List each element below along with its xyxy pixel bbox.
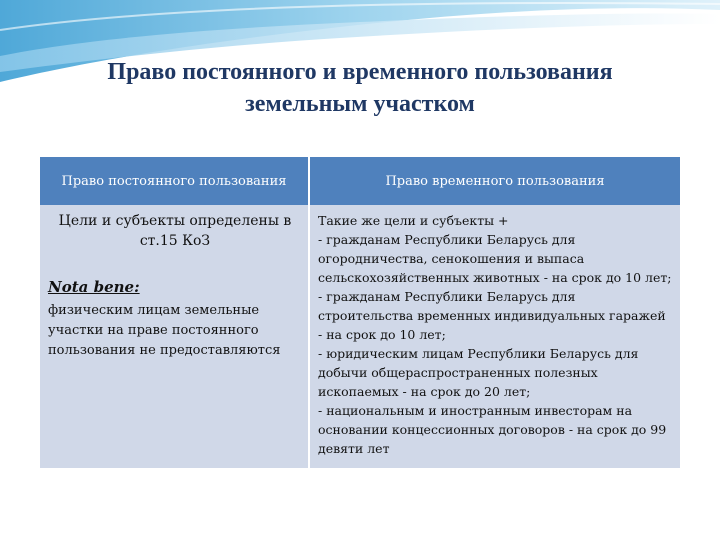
nota-bene-label: Nota bene: [48, 278, 140, 296]
temporary-use-line: Такие же цели и субъекты + [318, 213, 509, 228]
comparison-table [40, 157, 680, 468]
header-permanent-use: Право постоянного пользования [40, 157, 309, 205]
permanent-use-cell [40, 205, 309, 468]
slide-title [20, 56, 700, 120]
table-header-row [40, 157, 680, 205]
table-row [40, 205, 680, 468]
slide-title-line-1: Право постоянного и временного пользования [107, 59, 613, 85]
temporary-use-line: - гражданам Республики Беларусь для огородничества, сенокошения и выпаса сельскохозяйственных животных - на срок до 10 лет; [318, 232, 672, 285]
temporary-use-line: - гражданам Республики Беларусь для строительства временных индивидуальных гаражей - на срок до 10 лет; [318, 289, 666, 342]
slide-title-line-2: земельным участком [245, 91, 475, 117]
goals-text: Цели и субъекты определены в ст.15 КоЗ [58, 213, 292, 249]
nota-bene-text: физическим лицам земельные участки на праве постоянного пользования не предоставляются [48, 303, 281, 358]
temporary-use-line: - национальным и иностранным инвесторам на основании концессионных договоров - на срок до 99 девяти лет [318, 403, 667, 456]
temporary-use-cell [309, 205, 680, 468]
temporary-use-line: - юридическим лицам Республики Беларусь для добычи общераспространенных полезных ископаемых - на срок до 20 лет; [318, 346, 639, 399]
header-temporary-use: Право временного пользования [309, 157, 680, 205]
